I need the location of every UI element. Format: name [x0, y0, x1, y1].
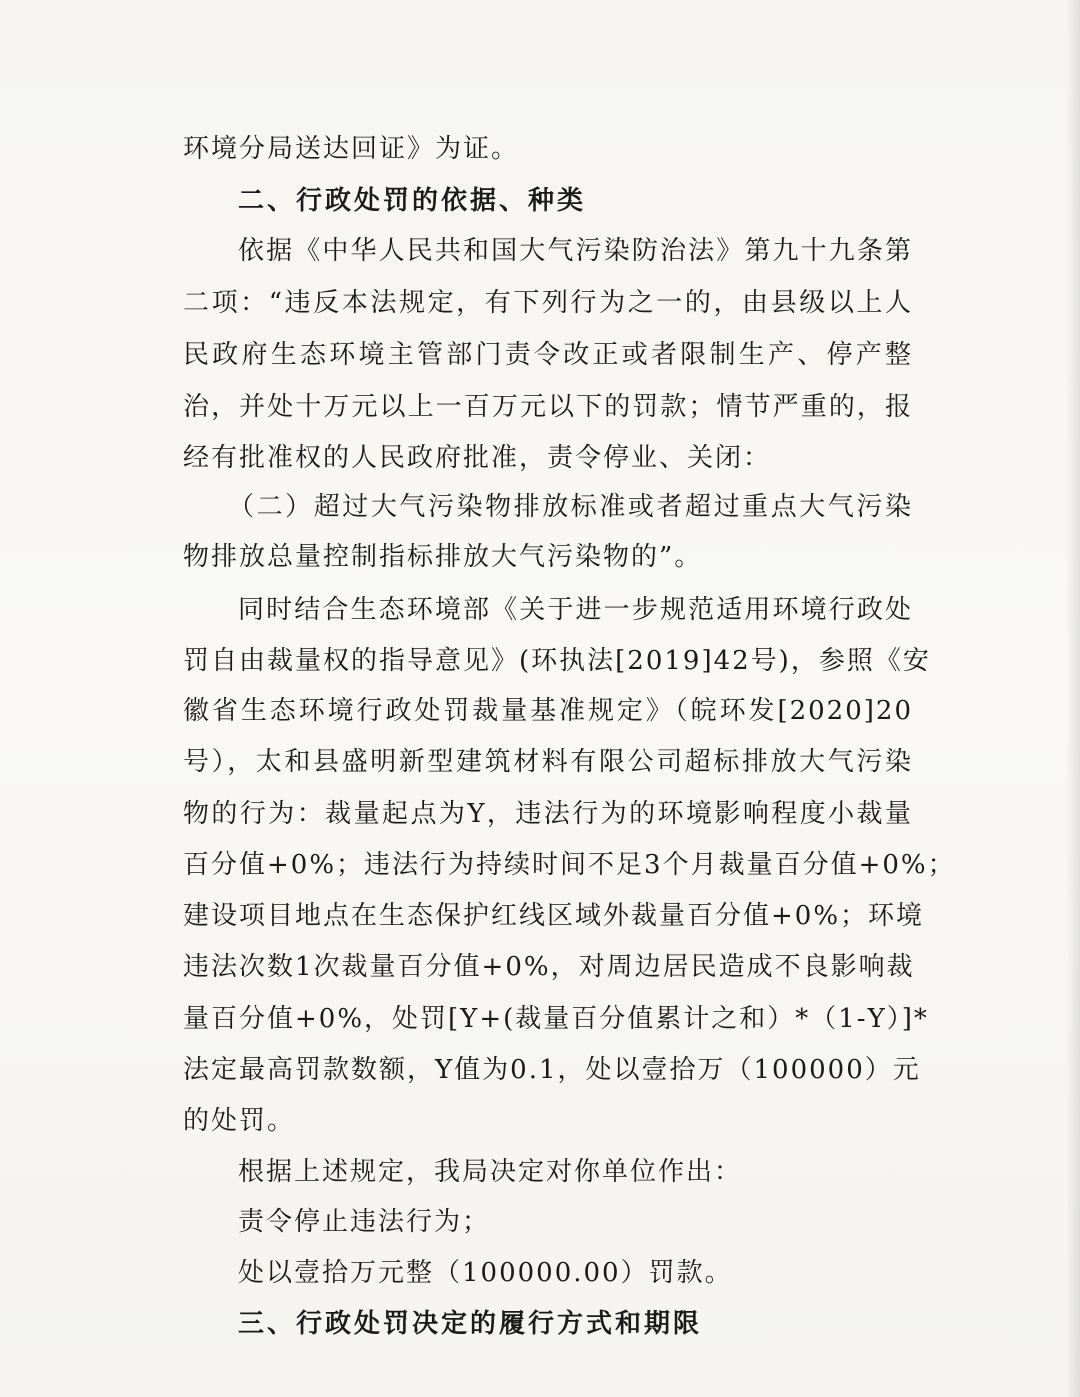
text-line: 量百分值+0%，处罚[Y+(裁量百分值累计之和）*（1-Y）]* [183, 1004, 929, 1034]
text-line: 的处罚。 [183, 1106, 296, 1136]
text-line: 徽省生态环境行政处罚裁量基准规定》（皖环发[2020]20 [183, 696, 913, 726]
text-line: 环境分局送达回证》为证。 [183, 134, 520, 164]
text-line: 法定最高罚款数额，Y值为0.1，处以壹拾万（100000）元 [183, 1055, 921, 1085]
text-line: 民政府生态环境主管部门责令改正或者限制生产、停产整 [183, 340, 913, 370]
text-line: 违法次数1次裁量百分值+0%，对周边居民造成不良影响裁 [183, 952, 915, 982]
text-line: 责令停止违法行为； [238, 1207, 491, 1237]
text-line: 百分值+0%；违法行为持续时间不足3个月裁量百分值+0%； [183, 850, 956, 880]
text-line: 经有批准权的人民政府批准，责令停业、关闭： [183, 443, 772, 473]
text-line: 罚自由裁量权的指导意见》(环执法[2019]42号)，参照《安 [183, 646, 931, 676]
section-heading-2: 二、行政处罚的依据、种类 [238, 186, 587, 216]
page-edge-shadow [1066, 0, 1080, 1397]
text-line: 同时结合生态环境部《关于进一步规范适用环境行政处 [238, 595, 913, 625]
text-line: 号），太和县盛明新型建筑材料有限公司超标排放大气污染 [183, 747, 913, 777]
text-line: 根据上述规定，我局决定对你单位作出： [238, 1157, 743, 1187]
text-line: 物排放总量控制指标排放大气污染物的”。 [183, 542, 703, 572]
text-line: 物的行为：裁量起点为Y，违法行为的环境影响程度小裁量 [183, 799, 913, 829]
text-line: 二项：“违反本法规定，有下列行为之一的，由县级以上人 [183, 288, 913, 318]
text-line: 治，并处十万元以上一百万元以下的罚款；情节严重的，报 [183, 392, 913, 422]
text-line: （二）超过大气污染物排放标准或者超过重点大气污染 [228, 492, 913, 522]
text-line: 处以壹拾万元整（100000.00）罚款。 [238, 1258, 733, 1288]
text-line: 依据《中华人民共和国大气污染防治法》第九十九条第 [238, 236, 913, 266]
section-heading-3: 三、行政处罚决定的履行方式和期限 [238, 1309, 703, 1339]
text-line: 建设项目地点在生态保护红线区域外裁量百分值+0%；环境 [183, 901, 925, 931]
